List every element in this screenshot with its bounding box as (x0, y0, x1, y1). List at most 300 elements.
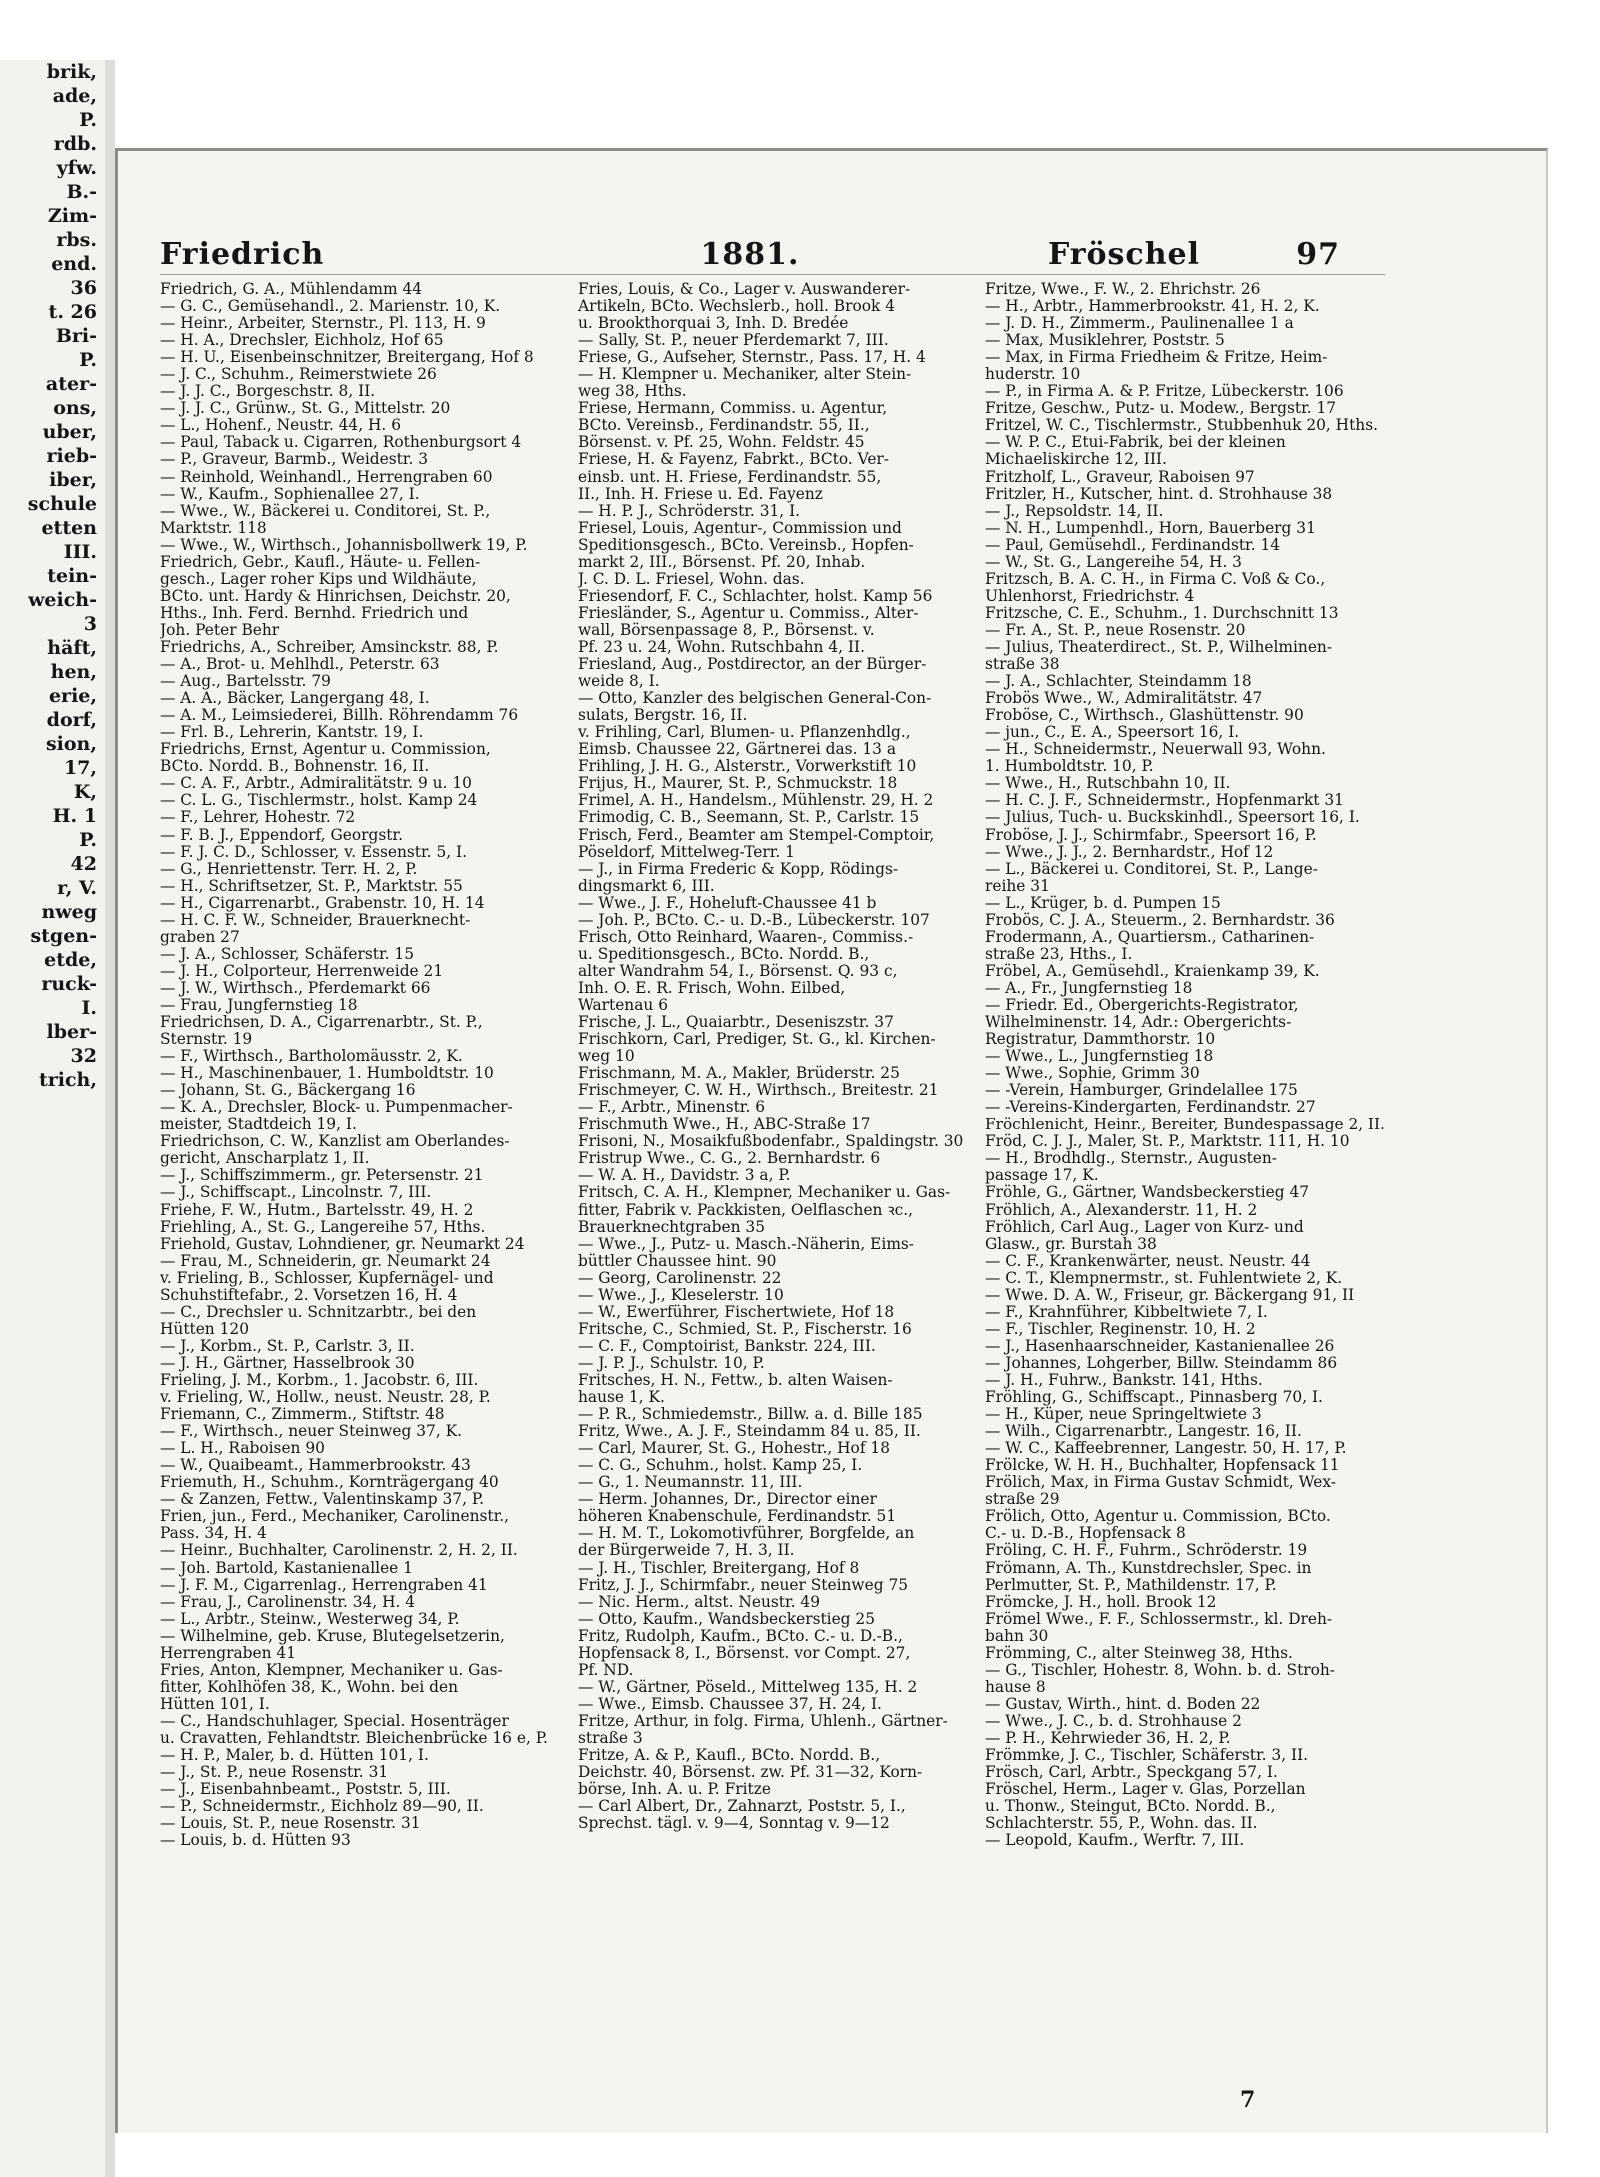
directory-entry-line: — Heinr., Buchhalter, Carolinenstr. 2, H. 2, II. (160, 1542, 518, 1560)
prev-page-fragment: I. (81, 997, 97, 1019)
directory-entry-line: Speditionsgesch., BCto. Vereinsb., Hopfen- (578, 536, 914, 554)
directory-entry-line: Registratur, Dammthorstr. 10 (985, 1031, 1216, 1049)
prev-page-fragment: H. 1 (52, 805, 97, 827)
prev-page-fragment: hen, (50, 661, 97, 683)
directory-entry-line: — A., Fr., Jungfernstieg 18 (985, 979, 1193, 997)
directory-entry-line: — A. A., Bäcker, Langergang 48, I. (160, 690, 430, 708)
directory-entry-line: straße 23, Hths., I. (985, 945, 1133, 963)
directory-entry-line: Börsenst. v. Pf. 25, Wohn. Feldstr. 45 (578, 434, 865, 452)
directory-entry-line: — L. H., Raboisen 90 (160, 1440, 325, 1458)
directory-entry-line: einsb. unt. H. Friese, Ferdinandstr. 55, (578, 468, 882, 486)
directory-entry-line: — Frau, M., Schneiderin, gr. Neumarkt 24 (160, 1252, 491, 1270)
directory-entry-line: — Otto, Kanzler des belgischen General-Con- (578, 690, 932, 708)
directory-entry-line: — G. C., Gemüsehandl., 2. Marienstr. 10, K. (160, 298, 501, 316)
directory-entry-line: Frömel Wwe., F. F., Schlossermstr., kl. Dreh- (985, 1610, 1333, 1628)
directory-entry-line: — F. J. C. D., Schlosser, v. Essenstr. 5, I. (160, 843, 467, 861)
directory-entry-line: Frische, J. L., Quaiarbtr., Deseniszstr. 37 (578, 1014, 894, 1032)
directory-entry-line: Friesendorf, F. C., Schlachter, holst. Kamp 56 (578, 587, 933, 605)
directory-entry-line: sulats, Bergstr. 16, II. (578, 707, 748, 725)
directory-entry-line: — Nic. Herm., altst. Neustr. 49 (578, 1593, 820, 1611)
directory-entry-line: — Sally, St. P., neuer Pferdemarkt 7, III. (578, 332, 889, 350)
directory-entry-line: markt 2, III., Börsenst. Pf. 20, Inhab. (578, 553, 866, 571)
directory-entry-line: — P. H., Kehrwieder 36, H. 2, P. (985, 1729, 1231, 1747)
directory-entry-line: — Johannes, Lohgerber, Billw. Steindamm 86 (985, 1354, 1338, 1372)
directory-entry-line: — Julius, Theaterdirect., St. P., Wilhelminen- (985, 638, 1333, 656)
prev-page-fragment: K, (73, 781, 97, 803)
directory-entry-line: Frischmeyer, C. W. H., Wirthsch., Breitestr. 21 (578, 1082, 939, 1100)
prev-page-fragment: 32 (70, 1045, 97, 1067)
directory-entry-line: hause 1, K. (578, 1389, 665, 1407)
directory-entry-line: passage 17, K. (985, 1167, 1099, 1185)
directory-entry-line: — Frau, J., Carolinenstr. 34, H. 4 (160, 1593, 416, 1611)
directory-entry-line: — H., Cigarrenarbt., Grabenstr. 10, H. 14 (160, 894, 485, 912)
directory-entry-line: — W., Quaibeamt., Hammerbrookstr. 43 (160, 1457, 471, 1475)
directory-entry-line: Friedrich, Gebr., Kaufl., Häute- u. Fellen- (160, 553, 481, 571)
directory-entry-line: — Otto, Kaufm., Wandsbeckerstieg 25 (578, 1610, 876, 1628)
prev-page-fragment: ruck- (41, 973, 97, 995)
directory-entry-line: Fröhling, G., Schiffscapt., Pinnasberg 70, I. (985, 1389, 1323, 1407)
prev-page-fragment: iber, (49, 469, 97, 491)
directory-entry-line: — Julius, Tuch- u. Buckskinhdl., Speersort 16, I. (985, 809, 1360, 827)
directory-entry-line: — F., Arbtr., Minenstr. 6 (578, 1099, 766, 1117)
directory-entry-line: Fritze, Wwe., F. W., 2. Ehrichstr. 26 (985, 281, 1261, 298)
directory-entry-line: Glasw., gr. Burstah 38 (985, 1235, 1157, 1253)
prev-page-fragment: rbs. (56, 229, 97, 251)
directory-entry-line: fitter, Kohlhöfen 38, K., Wohn. bei den (160, 1678, 459, 1696)
prev-page-fragment: P. (79, 349, 97, 371)
directory-entry-line: Frimodig, C. B., Seemann, St. P., Carlstr. 15 (578, 809, 920, 827)
prev-page-fragment: etde, (44, 949, 97, 971)
signature-mark: 7 (1240, 2087, 1256, 2113)
directory-entry-line: — N. H., Lumpenhdl., Horn, Bauerberg 31 (985, 519, 1316, 537)
directory-entry-line: Fritsche, C., Schmied, St. P., Fischerstr. 16 (578, 1320, 912, 1338)
directory-entry-line: — Reinhold, Weinhandl., Herrengraben 60 (160, 468, 493, 486)
directory-entry-line: — J., in Firma Frederic & Kopp, Rödings- (578, 860, 899, 878)
directory-entry-line: Fritzel, W. C., Tischlermstr., Stubbenhuk 20, Hths. (985, 417, 1378, 435)
prev-page-fragment: r, V. (57, 877, 97, 899)
directory-entry-line: — J. H., Fuhrw., Bankstr. 141, Hths. (985, 1372, 1263, 1389)
directory-entry-line: Michaeliskirche 12, III. (985, 451, 1167, 469)
directory-entry-line: weg 10 (578, 1048, 635, 1066)
directory-entry-line: Inh. O. E. R. Frisch, Wohn. Eilbed, (578, 979, 846, 997)
directory-entry-line: — L., Krüger, b. d. Pumpen 15 (985, 894, 1221, 912)
directory-entry-line: Hths., Inh. Ferd. Bernhd. Friedrich und (160, 604, 469, 622)
prev-page-fragment: ade, (52, 85, 97, 107)
directory-entry-line: — J. D. H., Zimmerm., Paulinenallee 1 a (985, 315, 1294, 333)
directory-entry-line: Fröhle, G., Gärtner, Wandsbeckerstieg 47 (985, 1184, 1310, 1202)
directory-entry-line: — W., Kaufm., Sophienallee 27, I. (160, 485, 420, 503)
directory-entry-line: Frölcke, W. H. H., Buchhalter, Hopfensack 11 (985, 1457, 1340, 1475)
directory-entry-line: — J., Repsoldstr. 14, II. (985, 502, 1164, 520)
directory-entry-line: Frischmuth Wwe., H., ABC-Straße 17 (578, 1116, 871, 1134)
page-header (160, 237, 1340, 277)
directory-entry-line: u. Brookthorquai 3, Inh. D. Bredée (578, 315, 849, 333)
directory-entry-line: Frömann, A. Th., Kunstdrechsler, Spec. in (985, 1559, 1312, 1577)
directory-entry-line: Frischkorn, Carl, Prediger, St. G., kl. Kirchen- (578, 1031, 936, 1049)
directory-entry-line: — K. A., Drechsler, Block- u. Pumpenmacher- (160, 1099, 513, 1117)
directory-entry-line: — P., in Firma A. & P. Fritze, Lübeckerstr. 106 (985, 383, 1344, 401)
prev-page-fragment: P. (79, 829, 97, 851)
directory-entry-line: — C. A. F., Arbtr., Admiralitätstr. 9 u. 10 (160, 775, 472, 793)
directory-entry-line: Friehe, F. W., Hutm., Bartelsstr. 49, H. 2 (160, 1201, 474, 1219)
directory-entry-line: — Wwe., Sophie, Grimm 30 (985, 1065, 1200, 1083)
prev-page-fragment: P. (79, 109, 97, 131)
directory-entry-line: — F., Lehrer, Hohestr. 72 (160, 809, 356, 827)
prev-page-fragment: yfw. (56, 157, 97, 179)
directory-entry-line: Frihling, J. H. G., Alsterstr., Vorwerkstift 10 (578, 758, 917, 776)
directory-entry-line: graben 27 (160, 928, 240, 946)
directory-entry-line: — Friedr. Ed., Obergerichts-Registrator, (985, 996, 1299, 1014)
directory-entry-line: gesch., Lager roher Kips und Wildhäute, (160, 570, 477, 588)
directory-entry-line: Fröling, C. H. F., Fuhrm., Schröderstr. 19 (985, 1542, 1308, 1560)
directory-entry-line: Fröhlich, A., Alexanderstr. 11, H. 2 (985, 1201, 1258, 1219)
directory-entry-line: — H. P., Maler, b. d. Hütten 101, I. (160, 1747, 429, 1765)
book-gutter (105, 60, 115, 2177)
directory-entry-line: straße 3 (578, 1729, 643, 1747)
directory-entry-line: Frobös Wwe., W., Admiralitätstr. 47 (985, 690, 1263, 708)
directory-entry-line: Perlmutter, St. P., Mathildenstr. 17, P. (985, 1576, 1277, 1594)
directory-entry-line: — J., Schiffscapt., Lincolnstr. 7, III. (160, 1184, 432, 1202)
prev-page-fragment: nweg (41, 901, 97, 923)
prev-page-fragment: weich- (28, 589, 97, 611)
directory-entry-line: Uhlenhorst, Friedrichstr. 4 (985, 587, 1195, 605)
prev-page-fragment: tein- (47, 565, 97, 587)
directory-entry-line: Schlachterstr. 55, P., Wohn. das. II. (985, 1815, 1258, 1833)
directory-entry-line: — F., Wirthsch., neuer Steinweg 37, K. (160, 1423, 463, 1441)
directory-entry-line: Friedrichsen, D. A., Cigarrenarbtr., St. P., (160, 1014, 483, 1032)
directory-entry-line: — Gustav, Wirth., hint. d. Boden 22 (985, 1695, 1261, 1713)
directory-entry-line: — Wwe., H., Rutschbahn 10, II. (985, 775, 1231, 793)
year-heading: 1881. (700, 237, 800, 272)
directory-entry-line: weg 38, Hths. (578, 383, 687, 401)
directory-entry-line: J. C. D. L. Friesel, Wohn. das. (578, 570, 805, 588)
prev-page-fragment: rdb. (53, 133, 97, 155)
directory-entry-line: Frömmke, J. C., Tischler, Schäferstr. 3, II. (985, 1747, 1309, 1765)
directory-entry-line: Fröd, C. J. J., Maler, St. P., Marktstr. 111, H. 10 (985, 1133, 1350, 1151)
directory-entry-line: — & Zanzen, Fettw., Valentinskamp 37, P. (160, 1491, 484, 1509)
directory-entry-line: u. Cravatten, Fehlandtstr. Bleichenbrücke 16 e, P. (160, 1729, 548, 1747)
prev-page-fragment: end. (51, 253, 97, 275)
directory-entry-line: — Heinr., Arbeiter, Sternstr., Pl. 113, H. 9 (160, 315, 486, 333)
directory-entry-line: — W. A. H., Davidstr. 3 a, P. (578, 1167, 791, 1185)
running-head-right: Fröschel (1047, 237, 1200, 272)
directory-entry-line: Fries, Louis, & Co., Lager v. Auswanderer- (578, 281, 911, 298)
directory-entry-line: II., Inh. H. Friese u. Ed. Fayenz (578, 485, 823, 503)
directory-entry-line: straße 38 (985, 656, 1060, 674)
directory-entry-line: Friedrichson, C. W., Kanzlist am Oberlandes- (160, 1133, 510, 1151)
directory-entry-line: — Aug., Bartelsstr. 79 (160, 673, 331, 691)
directory-entry-line: meister, Stadtdeich 19, I. (160, 1116, 357, 1134)
directory-entry-line: Friesel, Louis, Agentur-, Commission und (578, 519, 902, 537)
directory-entry-line: — J., St. P., neue Rosenstr. 31 (160, 1764, 389, 1782)
directory-entry-line: — Joh. P., BCto. C.- u. D.-B., Lübeckerstr. 107 (578, 911, 930, 929)
directory-entry-line: der Bürgerweide 7, H. 3, II. (578, 1542, 795, 1560)
directory-entry-line: — Georg, Carolinenstr. 22 (578, 1269, 782, 1287)
directory-entry-line: Fröhlich, Carl Aug., Lager von Kurz- und (985, 1218, 1304, 1236)
directory-entry-line: gericht, Anscharplatz 1, II. (160, 1150, 370, 1168)
directory-entry-line: Fritz, Rudolph, Kaufm., BCto. C.- u. D.-B., (578, 1627, 903, 1645)
directory-entry-line: — W., St. G., Langereihe 54, H. 3 (985, 553, 1242, 571)
directory-entry-line: — Wwe., J., Kleselerstr. 10 (578, 1286, 784, 1304)
prev-page-fragment: häft, (47, 637, 97, 659)
prev-page-fragment: ater- (45, 373, 97, 395)
directory-entry-line: Schuhstiftefabr., 2. Vorsetzen 16, H. 4 (160, 1286, 458, 1304)
directory-entry-line: Marktstr. 118 (160, 519, 267, 537)
directory-entry-line: — J. P. J., Schulstr. 10, P. (578, 1354, 765, 1372)
directory-entry-line: Hütten 101, I. (160, 1695, 270, 1713)
prev-page-fragment: B.- (66, 181, 97, 203)
directory-entry-line: — Wwe. D. A. W., Friseur, gr. Bäckergang 91, II (985, 1286, 1355, 1304)
directory-entry-line: Friese, Hermann, Commiss. u. Agentur, (578, 400, 888, 418)
directory-entry-line: Fritzholf, L., Graveur, Raboisen 97 (985, 468, 1255, 486)
directory-entry-line: — C., Handschuhlager, Special. Hosenträger (160, 1712, 509, 1730)
prev-page-fragment: 42 (70, 853, 97, 875)
directory-entry-line: — H., Arbtr., Hammerbrookstr. 41, H. 2, K. (985, 298, 1320, 316)
prev-page-fragment: 17, (63, 757, 97, 779)
directory-entry-line: — J. J. C., Grünw., St. G., Mittelstr. 20 (160, 400, 451, 418)
previous-page-edge (0, 60, 107, 2177)
directory-entry-line: — J., Eisenbahnbeamt., Poststr. 5, III. (160, 1781, 451, 1799)
directory-entry-line: — C. T., Klempnermstr., st. Fuhlentwiete 2, K. (985, 1269, 1343, 1287)
directory-entry-line: höheren Knabenschule, Ferdinandstr. 51 (578, 1508, 897, 1526)
directory-entry-line: — Johann, St. G., Bäckergang 16 (160, 1082, 416, 1100)
directory-entry-line: börse, Inh. A. u. P. Fritze (578, 1781, 771, 1799)
directory-entry-line: — -Verein, Hamburger, Grindelallee 175 (985, 1082, 1298, 1100)
directory-entry-line: Frölich, Max, in Firma Gustav Schmidt, Wex- (985, 1474, 1336, 1492)
directory-entry-line: — J., Schiffszimmerm., gr. Petersenstr. 21 (160, 1167, 484, 1185)
directory-entry-line: — Paul, Gemüsehdl., Ferdinandstr. 14 (985, 536, 1281, 554)
directory-entry-line: Friehling, A., St. G., Langereihe 57, Hths. (160, 1218, 486, 1236)
directory-entry-line: u. Speditionsgesch., BCto. Nordd. B., (578, 945, 870, 963)
directory-entry-line: Friehold, Gustav, Lohndiener, gr. Neumarkt 24 (160, 1235, 525, 1253)
directory-entry-line: — H., Maschinenbauer, 1. Humboldtstr. 10 (160, 1065, 494, 1083)
directory-entry-line: Frisch, Ferd., Beamter am Stempel-Comptoir, (578, 826, 935, 844)
prev-page-fragment: 3 (83, 613, 97, 635)
directory-entry-line: — H., Küper, neue Springeltwiete 3 (985, 1406, 1262, 1424)
directory-entry-line: — P. R., Schmiedemstr., Billw. a. d. Bille 185 (578, 1406, 923, 1424)
directory-entry-line: Frisch, Otto Reinhard, Waaren-, Commiss.- (578, 928, 914, 946)
directory-entry-line: — Frau, Jungfernstieg 18 (160, 996, 358, 1014)
directory-entry-line: Fröbel, A., Gemüsehdl., Kraienkamp 39, K. (985, 962, 1320, 980)
prev-page-fragment: brik, (46, 61, 97, 83)
directory-entry-line: — L., Hohenf., Neustr. 44, H. 6 (160, 417, 402, 435)
prev-page-fragment: 36 (70, 277, 97, 299)
column-right (985, 281, 1385, 1849)
directory-entry-line: — H. U., Eisenbeinschnitzer, Breitergang, Hof 8 (160, 349, 534, 367)
directory-entry-line: — -Vereins-Kindergarten, Ferdinandstr. 27 (985, 1099, 1316, 1117)
directory-entry-line: fitter, Fabrik v. Packkisten, Oelflaschen ꝛc., (578, 1201, 914, 1219)
directory-entry-line: — Wwe., Eimsb. Chaussee 37, H. 24, I. (578, 1695, 882, 1713)
directory-entry-line: — Fr. A., St. P., neue Rosenstr. 20 (985, 621, 1246, 639)
prev-page-fragment: etten (41, 517, 97, 539)
directory-entry-line: — F. B. J., Eppendorf, Georgstr. (160, 826, 403, 844)
directory-entry-line: huderstr. 10 (985, 366, 1081, 384)
prev-page-fragment: schule (27, 493, 97, 515)
directory-entry-line: Froböse, J. J., Schirmfabr., Speersort 16, P. (985, 826, 1317, 844)
column-middle (578, 281, 968, 1832)
directory-entry-line: — J. H., Tischler, Breitergang, Hof 8 (578, 1559, 860, 1577)
directory-entry-line: dingsmarkt 6, III. (578, 877, 715, 895)
directory-entry-line: — Max, Musiklehrer, Poststr. 5 (985, 332, 1225, 350)
directory-entry-line: — J., Korbm., St. P., Carlstr. 3, II. (160, 1337, 415, 1355)
directory-entry-line: Fröchlenicht, Heinr., Bereiter, Bundespassage 2, II. (985, 1116, 1385, 1134)
directory-entry-line: — G., Henriettenstr. Terr. H. 2, P. (160, 860, 418, 878)
directory-entry-line: Fritz, J. J., Schirmfabr., neuer Steinweg 75 (578, 1576, 909, 1594)
directory-entry-line: — W., Gärtner, Pöseld., Mittelweg 135, H. 2 (578, 1678, 918, 1696)
directory-entry-line: — F., Krahnführer, Kibbeltwiete 7, I. (985, 1303, 1268, 1321)
directory-entry-line: Frösch, Carl, Arbtr., Speckgang 57, I. (985, 1764, 1278, 1782)
directory-entry-line: — Paul, Taback u. Cigarren, Rothenburgsort 4 (160, 434, 522, 452)
directory-entry-line: — P., Schneidermstr., Eichholz 89—90, II. (160, 1798, 484, 1816)
directory-entry-line: Wartenau 6 (578, 996, 668, 1014)
directory-entry-line: — Frl. B., Lehrerin, Kantstr. 19, I. (160, 724, 424, 742)
prev-page-fragment: trich, (38, 1069, 97, 1091)
directory-entry-line: — C. G., Schuhm., holst. Kamp 25, I. (578, 1457, 863, 1475)
directory-entry-line: wall, Börsenpassage 8, P., Börsenst. v. (578, 621, 875, 639)
directory-entry-line: 1. Humboldtstr. 10, P. (985, 758, 1154, 776)
directory-entry-line: BCto. Vereinsb., Ferdinandstr. 55, II., (578, 417, 870, 435)
directory-entry-line: — C. F., Krankenwärter, neust. Neustr. 44 (985, 1252, 1311, 1270)
directory-entry-line: — W. P. C., Etui-Fabrik, bei der kleinen (985, 434, 1286, 452)
directory-entry-line: v. Frieling, B., Schlosser, Kupfernägel- und (160, 1269, 494, 1287)
directory-entry-line: — Wilh., Cigarrenarbtr., Langestr. 16, II. (985, 1423, 1302, 1441)
directory-entry-line: Herrengraben 41 (160, 1644, 296, 1662)
directory-entry-line: Friesländer, S., Agentur u. Commiss., Alter- (578, 604, 919, 622)
directory-entry-line: — Carl Albert, Dr., Zahnarzt, Poststr. 5, I., (578, 1798, 906, 1816)
directory-entry-line: Pf. 23 u. 24, Wohn. Rutschbahn 4, II. (578, 638, 865, 656)
directory-entry-line: Fritze, Arthur, in folg. Firma, Uhlenh., Gärtner- (578, 1712, 948, 1730)
directory-entry-line: — Leopold, Kaufm., Werftr. 7, III. (985, 1832, 1245, 1850)
directory-entry-line: — C. F., Comptoirist, Bankstr. 224, III. (578, 1337, 876, 1355)
directory-entry-line: — Wwe., J., Putz- u. Masch.-Näherin, Eims- (578, 1235, 915, 1253)
directory-entry-line: Froböse, C., Wirthsch., Glashüttenstr. 90 (985, 707, 1304, 725)
directory-entry-line: Pf. ND. (578, 1661, 634, 1679)
directory-entry-line: Pöseldorf, Mittelweg-Terr. 1 (578, 843, 795, 861)
directory-entry-line: Sprechst. tägl. v. 9—4, Sonntag v. 9—12 (578, 1815, 890, 1833)
directory-entry-line: — G., Tischler, Hohestr. 8, Wohn. b. d. Stroh- (985, 1661, 1336, 1679)
prev-page-fragment: stgen- (30, 925, 97, 947)
directory-entry-line: — H., Schriftsetzer, St. P., Marktstr. 55 (160, 877, 463, 895)
directory-entry-line: — J. F. M., Cigarrenlag., Herrengraben 41 (160, 1576, 488, 1594)
directory-entry-line: weide 8, I. (578, 673, 660, 691)
prev-page-fragment: III. (63, 541, 97, 563)
directory-entry-line: — H. P. J., Schröderstr. 31, I. (578, 502, 801, 520)
directory-entry-line: Sternstr. 19 (160, 1031, 253, 1049)
directory-entry-line: Friemuth, H., Schuhm., Kornträgergang 40 (160, 1474, 499, 1492)
directory-entry-line: Frobös, C. J. A., Steuerm., 2. Bernhardstr. 36 (985, 911, 1335, 929)
page-number: 97 (1296, 237, 1340, 272)
directory-entry-line: — C. L. G., Tischlermstr., holst. Kamp 24 (160, 792, 478, 810)
directory-entry-line: — C., Drechsler u. Schnitzarbtr., bei den (160, 1303, 477, 1321)
directory-entry-line: — Herm. Johannes, Dr., Director einer (578, 1491, 877, 1509)
directory-entry-line: Frischmann, M. A., Makler, Brüderstr. 25 (578, 1065, 900, 1083)
prev-page-fragment: lber- (46, 1021, 97, 1043)
directory-entry-line: — J., Hasenhaarschneider, Kastanienallee 26 (985, 1337, 1335, 1355)
directory-entry-line: Fritze, Geschw., Putz- u. Modew., Bergstr. 17 (985, 400, 1337, 418)
prev-page-fragment: uber, (42, 421, 97, 443)
directory-entry-line: Artikeln, BCto. Wechslerb., holl. Brook 4 (578, 298, 896, 316)
directory-entry-line: — J. A., Schlachter, Steindamm 18 (985, 673, 1252, 691)
directory-entry-line: — A., Brot- u. Mehlhdl., Peterstr. 63 (160, 656, 440, 674)
directory-entry-line: Frisoni, N., Mosaikfußbodenfabr., Spaldingstr. 30 (578, 1133, 964, 1151)
directory-entry-line: Fröschel, Herm., Lager v. Glas, Porzellan (985, 1781, 1306, 1799)
directory-entry-line: straße 29 (985, 1491, 1060, 1509)
directory-entry-line: — Wwe., W., Bäckerei u. Conditorei, St. P., (160, 502, 491, 520)
directory-entry-line: BCto. unt. Hardy & Hinrichsen, Deichstr. 20, (160, 587, 511, 605)
directory-entry-line: Fritze, A. & P., Kaufl., BCto. Nordd. B., (578, 1747, 881, 1765)
directory-entry-line: Frodermann, A., Quartiersm., Catharinen- (985, 928, 1315, 946)
directory-entry-line: — G., 1. Neumannstr. 11, III. (578, 1474, 803, 1492)
directory-entry-line: Fritsches, H. N., Fettw., b. alten Waisen- (578, 1372, 893, 1389)
directory-entry-line: Pass. 34, H. 4 (160, 1525, 267, 1543)
directory-entry-line: — H., Brodhdlg., Sternstr., Augusten- (985, 1150, 1278, 1168)
directory-entry-line: Fristrup Wwe., C. G., 2. Bernhardstr. 6 (578, 1150, 881, 1168)
running-head-left: Friedrich (160, 237, 325, 272)
directory-entry-line: — H. M. T., Lokomotivführer, Borgfelde, an (578, 1525, 915, 1543)
directory-entry-line: — H. C. J. F., Schneidermstr., Hopfenmarkt 31 (985, 792, 1344, 810)
directory-entry-line: — Carl, Maurer, St. G., Hohestr., Hof 18 (578, 1440, 890, 1458)
prev-page-fragment: rieb- (46, 445, 97, 467)
directory-entry-line: — Wwe., J. F., Hoheluft-Chaussee 41 b (578, 894, 877, 912)
directory-entry-line: Fritzsch, B. A. C. H., in Firma C. Voß & Co., (985, 570, 1326, 588)
directory-entry-line: büttler Chaussee hint. 90 (578, 1252, 777, 1270)
directory-entry-line: Frijus, H., Maurer, St. P., Schmuckstr. 18 (578, 775, 898, 793)
directory-entry-line: — L., Arbtr., Steinw., Westerweg 34, P. (160, 1610, 460, 1628)
directory-entry-line: — Wwe., J. C., b. d. Strohhause 2 (985, 1712, 1242, 1730)
directory-entry-line: — L., Bäckerei u. Conditorei, St. P., Lange- (985, 860, 1318, 878)
directory-entry-line: — P., Graveur, Barmb., Weidestr. 3 (160, 451, 429, 469)
directory-entry-line: Friedrich, G. A., Mühlendamm 44 (160, 281, 423, 298)
directory-entry-line: — W. C., Kaffeebrenner, Langestr. 50, H. 17, P. (985, 1440, 1347, 1458)
directory-entry-line: Friese, G., Aufseher, Sternstr., Pass. 17, H. 4 (578, 349, 926, 367)
directory-entry-line: — jun., C., E. A., Speersort 16, I. (985, 724, 1240, 742)
directory-entry-line: — H. A., Drechsler, Eichholz, Hof 65 (160, 332, 444, 350)
directory-entry-line: Frieling, J. M., Korbm., 1. Jacobstr. 6, III. (160, 1372, 479, 1389)
directory-entry-line: v. Frihling, Carl, Blumen- u. Pflanzenhdlg., (578, 724, 911, 742)
directory-entry-line: — Louis, b. d. Hütten 93 (160, 1832, 351, 1850)
directory-entry-line: Hütten 120 (160, 1320, 249, 1338)
directory-entry-line: — Louis, St. P., neue Rosenstr. 31 (160, 1815, 421, 1833)
directory-entry-line: Brauerknechtgraben 35 (578, 1218, 766, 1236)
directory-entry-line: Wilhelminenstr. 14, Adr.: Obergerichts- (985, 1014, 1292, 1032)
directory-entry-line: — J. C., Schuhm., Reimerstwiete 26 (160, 366, 437, 384)
directory-entry-line: — Wwe., J. J., 2. Bernhardstr., Hof 12 (985, 843, 1274, 861)
directory-entry-line: Fritz, Wwe., A. J. F., Steindamm 84 u. 85, II. (578, 1423, 921, 1441)
directory-entry-line: — J. W., Wirthsch., Pferdemarkt 66 (160, 979, 431, 997)
directory-entry-line: Frömming, C., alter Steinweg 38, Hths. (985, 1644, 1293, 1662)
directory-entry-line: bahn 30 (985, 1627, 1049, 1645)
prev-page-fragment: t. 26 (48, 301, 97, 323)
prev-page-fragment: Bri- (55, 325, 97, 347)
directory-entry-line: Friesland, Aug., Postdirector, an der Bürger- (578, 656, 927, 674)
directory-entry-line: — J. H., Gärtner, Hasselbrook 30 (160, 1354, 415, 1372)
directory-entry-line: BCto. Nordd. B., Bohnenstr. 16, II. (160, 758, 430, 776)
prev-page-fragment: dorf, (46, 709, 97, 731)
directory-entry-line: — J. H., Colporteur, Herrenweide 21 (160, 962, 444, 980)
directory-entry-line: Friedrichs, Ernst, Agentur u. Commission, (160, 741, 491, 759)
directory-entry-line: C.- u. D.-B., Hopfensack 8 (985, 1525, 1186, 1543)
directory-entry-line: Fries, Anton, Klempner, Mechaniker u. Gas- (160, 1661, 503, 1679)
directory-entry-line: — H. Klempner u. Mechaniker, alter Stein- (578, 366, 912, 384)
directory-entry-line: alter Wandrahm 54, I., Börsenst. Q. 93 c, (578, 962, 898, 980)
directory-entry-line: Frömcke, J. H., holl. Brook 12 (985, 1593, 1217, 1611)
directory-entry-line: — F., Wirthsch., Bartholomäusstr. 2, K. (160, 1048, 463, 1066)
directory-entry-line: Deichstr. 40, Börsenst. zw. Pf. 31—32, Korn- (578, 1764, 923, 1782)
prev-page-fragment: sion, (45, 733, 97, 755)
directory-entry-line: Frien, jun., Ferd., Mechaniker, Carolinenstr., (160, 1508, 510, 1526)
directory-entry-line: — Wwe., W., Wirthsch., Johannisbollwerk 19, P. (160, 536, 528, 554)
directory-entry-line: Friemann, C., Zimmerm., Stiftstr. 48 (160, 1406, 445, 1424)
